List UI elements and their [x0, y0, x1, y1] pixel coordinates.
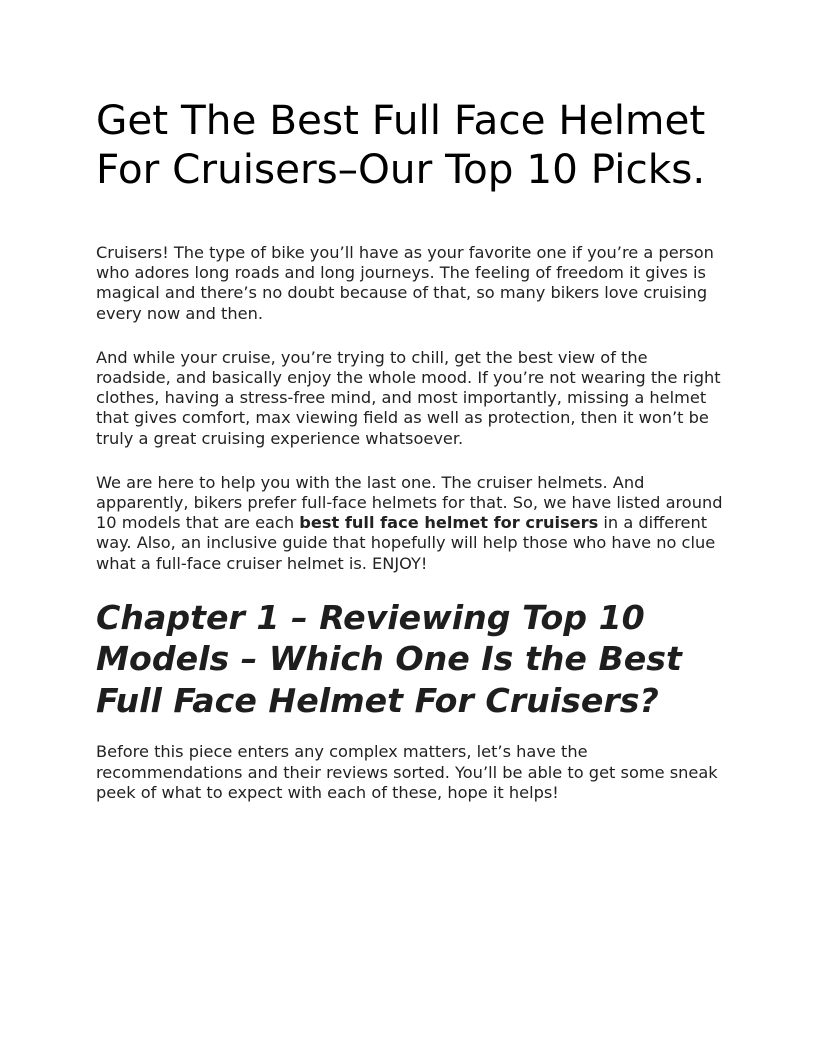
intro-paragraph-1: Cruisers! The type of bike you’ll have as your favorite one if you’re a person who adores long roads and long journeys. The feeling of freedom it gives is magical and there’s no doubt because of that, so many bikers love cruising every now and then.: [96, 243, 714, 323]
paragraph-3-text-before: We are here to help you with the last one. The cruiser helmets. And apparently, bikers prefer full-face helmets for that. So, we have listed around 10 models that are each: [96, 472, 723, 533]
intro-paragraph-3: [96, 473, 724, 574]
paragraph-3-text-after: in a different way. Also, an inclusive guide that hopefully will help those who have no clue what a full-face cruiser helmet is. ENJOY!: [96, 513, 716, 573]
page-title: Get The Best Full Face Helmet For Cruisers–Our Top 10 Picks.: [96, 96, 706, 193]
chapter-heading: Chapter 1 – Reviewing Top 10 Models – Which One Is the Best Full Face Helmet For Cruisers?: [96, 597, 682, 720]
intro-paragraph-2: And while your cruise, you’re trying to chill, get the best view of the roadside, and basically enjoy the whole mood. If you’re not wearing the right clothes, having a stress-free mind, and most importantly, missing a helmet that gives comfort, max viewing field as well as protection, then it won’t be truly a great cruising experience whatsoever.: [96, 347, 721, 448]
chapter-intro-paragraph: Before this piece enters any complex matters, let’s have the recommendations and their reviews sorted. You’ll be able to get some sneak peek of what to expect with each of these, hope it helps!: [96, 742, 718, 802]
document-page: [96, 96, 724, 803]
keyword-link-text: best full face helmet for cruisers: [299, 513, 599, 533]
